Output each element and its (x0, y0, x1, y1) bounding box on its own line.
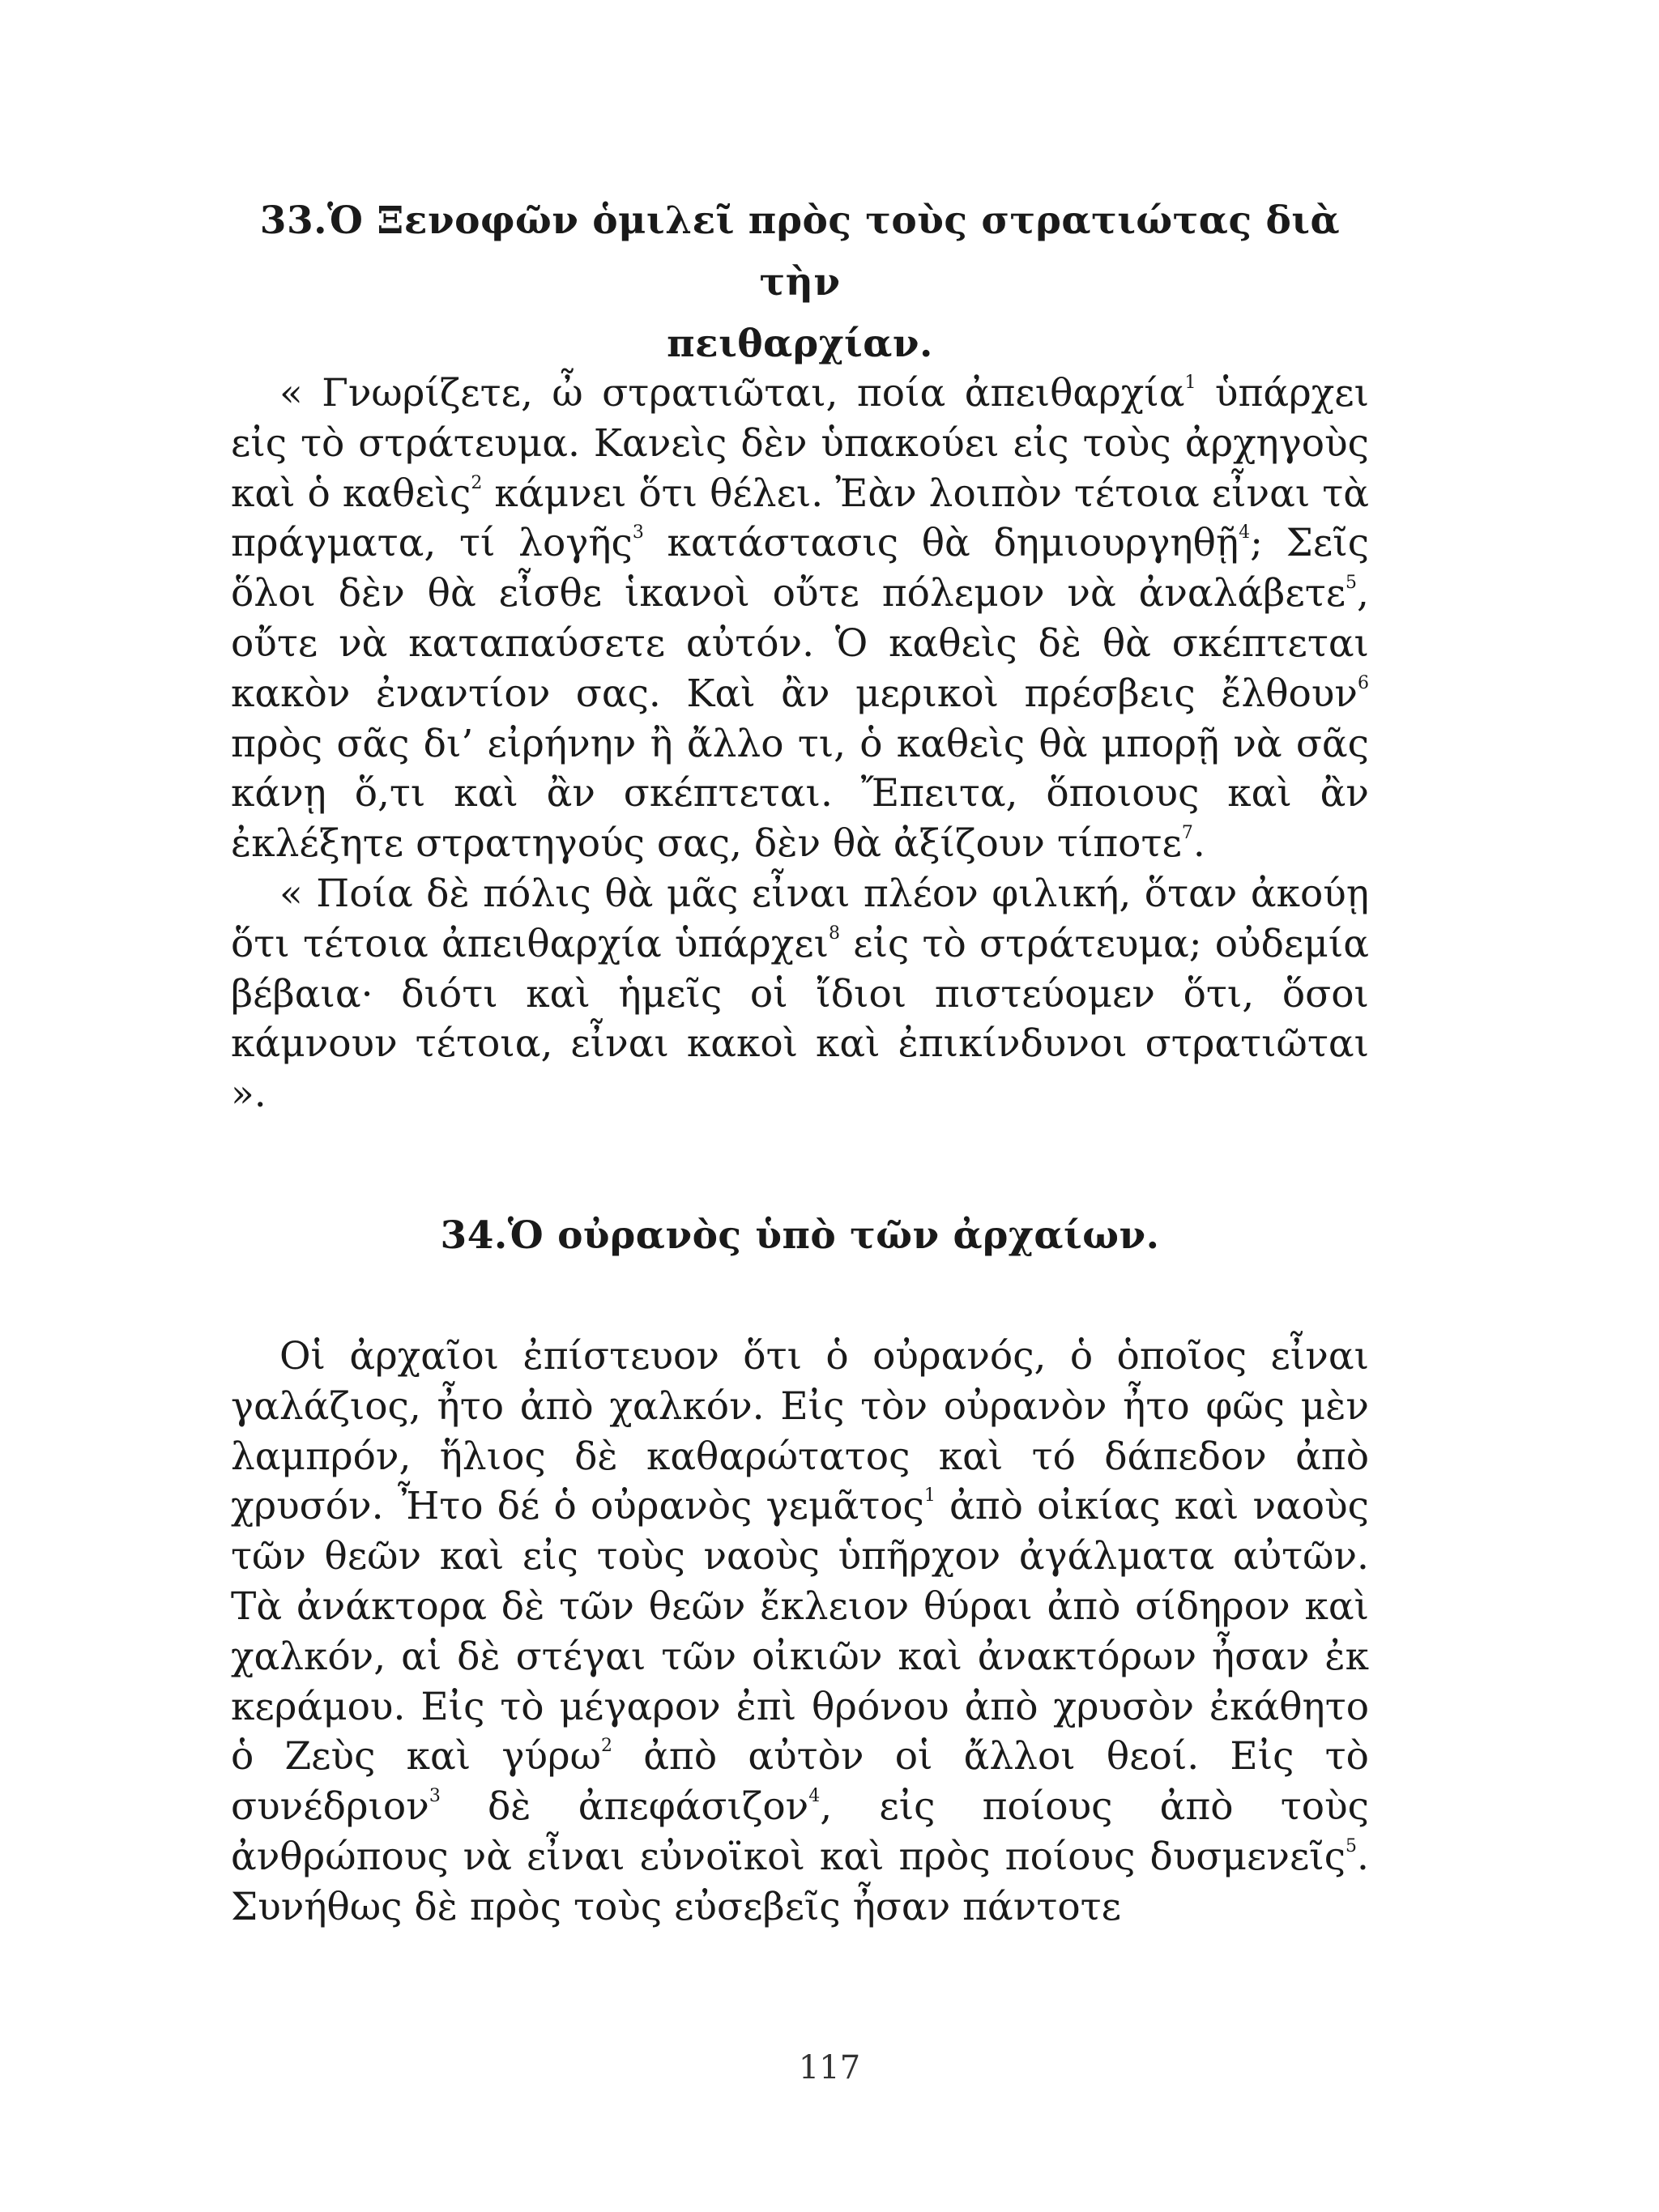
footnote-marker: 3 (429, 1786, 441, 1807)
page-number: 117 (798, 2049, 861, 2086)
section-33-body (231, 369, 1369, 1119)
section-34-title: 34.Ὁ οὐρανὸς ὑπὸ τῶν ἀρχαίων. (440, 1213, 1160, 1258)
text-run: . Συνήθως δὲ πρὸς τοὺς εὐσεβεῖς ἦσαν πάντοτε (231, 1834, 1369, 1929)
footnote-marker: 1 (923, 1485, 936, 1507)
section-34-paragraph-1 (231, 1332, 1369, 1933)
text-run: Οἱ ἀρχαῖοι ἐπίστευον ὅτι ὁ οὐρανός, ὁ ὁποῖος εἶναι γαλάζιος, ἦτο ἀπὸ χαλκόν. Εἰς τὸν οὐρανὸν ἦτο φῶς μὲν λαμπρόν, ἥλιος δὲ καθαρώτατος καὶ τό δάπεδον ἀπὸ χρυσόν. Ἦτο δέ ὁ οὐρανὸς γεμᾶτος (231, 1334, 1369, 1529)
text-run: ἀπὸ οἰκίας καὶ ναοὺς τῶν θεῶν καὶ εἰς τοὺς ναοὺς ὑπῆρχον ἀγάλματα αὐτῶν. Τὰ ἀνάκτορα δὲ τῶν θεῶν ἔκλειον θύραι ἀπὸ σίδηρον καὶ χαλκόν, αἱ δὲ στέγαι τῶν οἰκιῶν καὶ ἀνακτόρων ἦσαν ἐκ κεράμου. Εἰς τὸ μέγαρον ἐπὶ θρόνου ἀπὸ χρυσὸν ἐκάθητο ὁ Ζεὺς καὶ γύρω (231, 1484, 1369, 1779)
text-run: , οὔτε νὰ καταπαύσετε αὐτόν. Ὁ καθεὶς δὲ θὰ σκέπτεται κακὸν ἐναντίον σας. Καὶ ἂν μερικοὶ πρέσβεις ἔλθουν (231, 571, 1369, 716)
section-34-heading (231, 1205, 1369, 1267)
footnote-marker: 2 (471, 472, 483, 493)
text-run: εἰς τὸ στράτευμα; οὐδεμία βέβαια· διότι καὶ ἡμεῖς οἱ ἴδιοι πιστεύομεν ὅτι, ὅσοι κάμνουν τέτοια, εἶναι κακοὶ καὶ ἐπικίνδυνοι στρατιῶται ». (231, 921, 1369, 1117)
text-run: « Γνωρίζετε, ὦ στρατιῶται, ποία ἀπειθαρχία (279, 371, 1185, 416)
text-run: κατάστασις θὰ δημιουργηθῇ (643, 521, 1239, 566)
footnote-marker: 3 (632, 522, 644, 543)
footnote-marker: 5 (1346, 1835, 1358, 1856)
footnote-marker: 1 (1184, 373, 1196, 393)
text-run: ; Σεῖς ὅλοι δὲν θὰ εἶσθε ἱκανοὶ οὔτε πόλεμον νὰ ἀναλάβετε (231, 521, 1370, 616)
text-run: ἀπὸ αὐτὸν οἱ ἄλλοι θεοί. Εἰς τὸ συνέδριον (231, 1734, 1369, 1830)
text-run: κάμνει ὅτι θέλει. Ἐὰν λοιπὸν τέτοια εἶναι τὰ πράγματα, τί λογῆς (231, 471, 1369, 566)
footnote-marker: 4 (1239, 522, 1251, 543)
section-33-paragraph-1 (231, 369, 1369, 869)
footnote-marker: 2 (600, 1736, 612, 1757)
footnote-marker: 6 (1358, 672, 1369, 693)
text-run: . (1192, 821, 1205, 867)
section-33-title-line-2: πειθαρχίαν. (667, 322, 933, 366)
footnote-marker: 8 (829, 923, 840, 944)
section-33-title-line-1: 33.Ὁ Ξενοφῶν ὁμιλεῖ πρὸς τοὺς στρατιώτας διὰ τὴν (259, 198, 1341, 305)
footnote-marker: 4 (808, 1786, 821, 1807)
text-run: « Ποία δὲ πόλις θὰ μᾶς εἶναι πλέον φιλική, ὅταν ἀκούῃ ὅτι τέτοια ἀπειθαρχία ὑπάρχει (231, 871, 1369, 966)
section-33-paragraph-2 (231, 869, 1369, 1119)
section-34-body (231, 1332, 1369, 1933)
footnote-marker: 7 (1181, 823, 1193, 844)
text-run: ὑπάρχει εἰς τὸ στράτευμα. Κανεὶς δὲν ὑπακούει εἰς τοὺς ἀρχηγοὺς καὶ ὁ καθεὶς (231, 371, 1369, 516)
section-33-heading (231, 190, 1369, 375)
text-run: , εἰς ποίους ἀπὸ τοὺς ἀνθρώπους νὰ εἶναι εὐνοϊκοὶ καὶ πρὸς ποίους δυσμενεῖς (231, 1784, 1369, 1879)
text-run: δὲ ἀπεφάσιζον (440, 1784, 809, 1830)
footnote-marker: 5 (1346, 573, 1358, 594)
text-run: πρὸς σᾶς δι’ εἰρήνην ἢ ἄλλο τι, ὁ καθεὶς θὰ μπορῇ νὰ σᾶς κάνῃ ὅ,τι καὶ ἂν σκέπτεται. Ἔπειτα, ὅποιους καὶ ἂν ἐκλέξητε στρατηγούς σας, δὲν θὰ ἀξίζουν τίποτε (231, 721, 1369, 867)
